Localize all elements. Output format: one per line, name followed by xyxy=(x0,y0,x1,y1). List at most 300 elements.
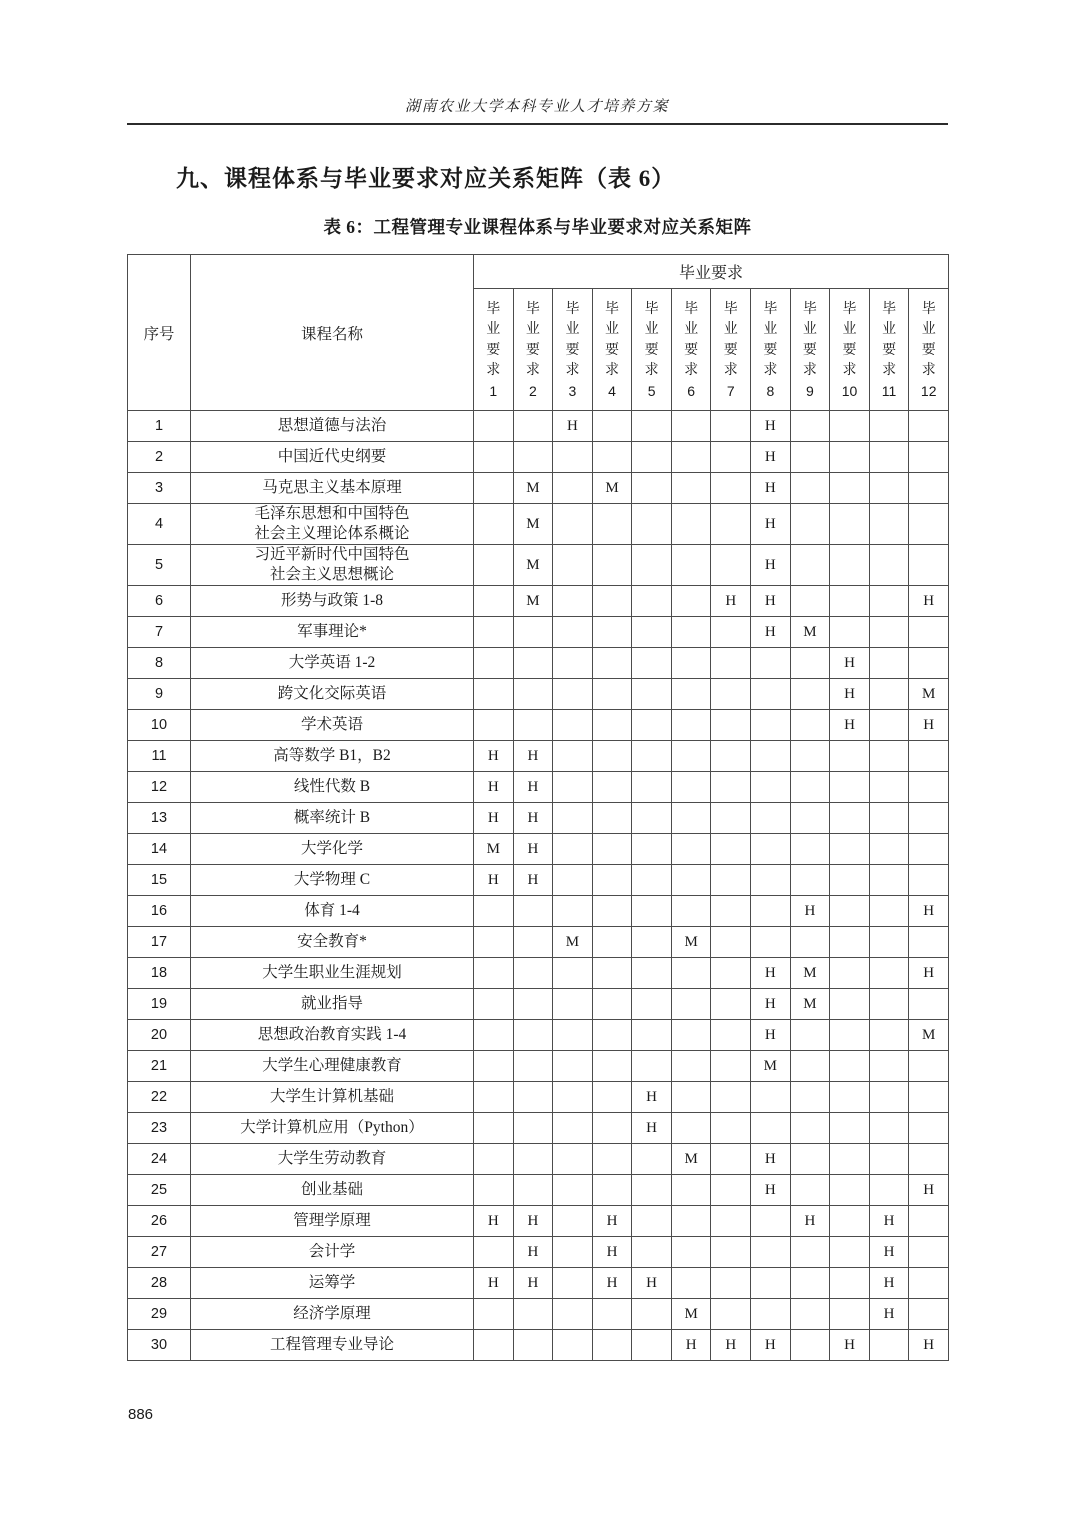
requirement-mark-cell: H xyxy=(513,772,553,803)
requirement-mark-cell: H xyxy=(869,1299,909,1330)
requirement-mark-cell xyxy=(592,1051,632,1082)
col-header-requirement-4: 毕 业 要 求 4 xyxy=(592,289,632,411)
requirement-mark-cell: H xyxy=(592,1237,632,1268)
requirement-mark-cell: M xyxy=(513,545,553,586)
requirement-mark-cell xyxy=(751,1113,791,1144)
course-name-cell: 大学英语 1-2 xyxy=(191,648,474,679)
requirement-mark-cell: H xyxy=(751,586,791,617)
row-number-cell: 28 xyxy=(128,1268,191,1299)
requirement-mark-cell xyxy=(790,545,830,586)
requirement-mark-cell xyxy=(869,865,909,896)
table-row xyxy=(128,442,949,473)
course-name-cell: 大学生职业生涯规划 xyxy=(191,958,474,989)
table-row xyxy=(128,741,949,772)
requirement-mark-cell: H xyxy=(751,617,791,648)
requirement-mark-cell xyxy=(711,442,751,473)
requirement-mark-cell xyxy=(632,1330,672,1361)
requirement-mark-cell xyxy=(592,927,632,958)
requirement-mark-cell xyxy=(592,710,632,741)
requirement-mark-cell xyxy=(632,834,672,865)
requirement-mark-cell: H xyxy=(513,834,553,865)
requirement-mark-cell xyxy=(592,989,632,1020)
requirement-mark-cell xyxy=(632,1020,672,1051)
requirement-mark-cell: M xyxy=(513,504,553,545)
requirement-mark-cell xyxy=(513,1020,553,1051)
requirement-mark-cell xyxy=(711,803,751,834)
requirement-mark-cell: H xyxy=(474,772,514,803)
row-number-cell: 15 xyxy=(128,865,191,896)
requirement-mark-cell: H xyxy=(909,710,949,741)
requirement-mark-cell xyxy=(790,865,830,896)
matrix-table xyxy=(127,254,949,1361)
requirement-mark-cell xyxy=(553,741,593,772)
requirement-mark-cell xyxy=(592,411,632,442)
requirement-mark-cell xyxy=(592,648,632,679)
requirement-mark-cell xyxy=(869,710,909,741)
requirement-mark-cell xyxy=(751,927,791,958)
requirement-mark-cell xyxy=(632,1299,672,1330)
requirement-mark-cell xyxy=(671,1051,711,1082)
course-name-cell: 中国近代史纲要 xyxy=(191,442,474,473)
requirement-mark-cell: H xyxy=(474,741,514,772)
requirement-mark-cell xyxy=(869,896,909,927)
requirement-mark-cell xyxy=(513,648,553,679)
requirement-mark-cell xyxy=(790,803,830,834)
requirement-mark-cell xyxy=(671,648,711,679)
requirement-mark-cell xyxy=(711,927,751,958)
requirement-mark-cell xyxy=(513,710,553,741)
table-row xyxy=(128,504,949,545)
requirement-mark-cell xyxy=(751,803,791,834)
table-row xyxy=(128,710,949,741)
requirement-mark-cell xyxy=(790,1020,830,1051)
requirement-mark-cell: H xyxy=(711,1330,751,1361)
table-row xyxy=(128,865,949,896)
requirement-mark-cell xyxy=(790,504,830,545)
requirement-mark-cell xyxy=(632,865,672,896)
requirement-mark-cell xyxy=(711,411,751,442)
requirement-mark-cell xyxy=(632,617,672,648)
row-number-cell: 23 xyxy=(128,1113,191,1144)
requirement-mark-cell xyxy=(711,710,751,741)
requirement-mark-cell xyxy=(830,958,870,989)
requirement-mark-cell xyxy=(553,834,593,865)
requirement-mark-cell xyxy=(671,1113,711,1144)
requirement-mark-cell xyxy=(632,741,672,772)
requirement-mark-cell xyxy=(474,896,514,927)
course-name-cell: 跨文化交际英语 xyxy=(191,679,474,710)
requirement-mark-cell xyxy=(632,442,672,473)
requirement-mark-cell xyxy=(513,1082,553,1113)
table-row xyxy=(128,1299,949,1330)
requirement-mark-cell xyxy=(592,679,632,710)
requirement-mark-cell xyxy=(592,865,632,896)
col-header-requirement-2: 毕 业 要 求 2 xyxy=(513,289,553,411)
requirement-mark-cell xyxy=(671,710,711,741)
requirement-mark-cell xyxy=(869,442,909,473)
requirement-mark-cell: H xyxy=(869,1237,909,1268)
row-number-cell: 11 xyxy=(128,741,191,772)
requirement-mark-cell: H xyxy=(909,896,949,927)
requirement-mark-cell xyxy=(474,927,514,958)
requirement-mark-cell xyxy=(869,1175,909,1206)
requirement-mark-cell: H xyxy=(592,1268,632,1299)
requirement-mark-cell xyxy=(751,834,791,865)
requirement-mark-cell xyxy=(474,1237,514,1268)
requirement-mark-cell xyxy=(513,927,553,958)
table-row xyxy=(128,803,949,834)
col-header-requirement-7: 毕 业 要 求 7 xyxy=(711,289,751,411)
requirement-mark-cell: H xyxy=(513,803,553,834)
requirement-mark-cell: M xyxy=(592,473,632,504)
requirement-mark-cell: H xyxy=(869,1206,909,1237)
requirement-mark-cell xyxy=(830,896,870,927)
col-header-graduation-requirements: 毕业要求 xyxy=(474,255,949,289)
requirement-mark-cell xyxy=(474,1113,514,1144)
requirement-mark-cell xyxy=(790,927,830,958)
requirement-mark-cell xyxy=(671,989,711,1020)
requirement-mark-cell xyxy=(869,803,909,834)
requirement-mark-cell xyxy=(909,1268,949,1299)
course-name-cell: 概率统计 B xyxy=(191,803,474,834)
requirement-mark-cell xyxy=(830,865,870,896)
row-number-cell: 14 xyxy=(128,834,191,865)
requirement-mark-cell: M xyxy=(513,473,553,504)
row-number-cell: 16 xyxy=(128,896,191,927)
requirement-mark-cell: H xyxy=(513,1206,553,1237)
requirement-mark-cell xyxy=(513,411,553,442)
row-number-cell: 20 xyxy=(128,1020,191,1051)
requirement-mark-cell xyxy=(513,989,553,1020)
requirement-mark-cell xyxy=(553,710,593,741)
requirement-mark-cell: H xyxy=(751,473,791,504)
requirement-mark-cell xyxy=(869,586,909,617)
requirement-mark-cell xyxy=(474,586,514,617)
requirement-mark-cell xyxy=(553,1113,593,1144)
requirement-mark-cell xyxy=(553,989,593,1020)
requirement-mark-cell xyxy=(869,617,909,648)
requirement-mark-cell xyxy=(632,710,672,741)
requirement-mark-cell: H xyxy=(513,1268,553,1299)
requirement-mark-cell xyxy=(830,504,870,545)
requirement-mark-cell xyxy=(751,1268,791,1299)
requirement-mark-cell xyxy=(711,1237,751,1268)
requirement-mark-cell xyxy=(592,504,632,545)
requirement-mark-cell xyxy=(592,442,632,473)
course-name-cell: 会计学 xyxy=(191,1237,474,1268)
requirement-mark-cell: H xyxy=(751,442,791,473)
course-name-cell: 学术英语 xyxy=(191,710,474,741)
requirement-mark-cell xyxy=(869,1082,909,1113)
requirement-mark-cell xyxy=(592,741,632,772)
requirement-mark-cell xyxy=(711,1206,751,1237)
requirement-mark-cell xyxy=(632,411,672,442)
requirement-mark-cell xyxy=(553,865,593,896)
row-number-cell: 13 xyxy=(128,803,191,834)
header-rule xyxy=(127,123,948,125)
requirement-mark-cell xyxy=(553,586,593,617)
requirement-mark-cell xyxy=(592,1082,632,1113)
requirement-mark-cell xyxy=(513,617,553,648)
requirement-mark-cell xyxy=(632,473,672,504)
requirement-mark-cell xyxy=(790,710,830,741)
requirement-mark-cell xyxy=(513,896,553,927)
row-number-cell: 27 xyxy=(128,1237,191,1268)
requirement-mark-cell xyxy=(474,648,514,679)
table-row xyxy=(128,1268,949,1299)
requirement-mark-cell: H xyxy=(751,1330,791,1361)
requirement-mark-cell xyxy=(830,545,870,586)
requirement-mark-cell xyxy=(830,1020,870,1051)
requirement-mark-cell xyxy=(711,865,751,896)
requirement-mark-cell xyxy=(553,1330,593,1361)
requirement-mark-cell: M xyxy=(790,989,830,1020)
requirement-mark-cell xyxy=(909,504,949,545)
row-number-cell: 8 xyxy=(128,648,191,679)
course-name-cell: 大学计算机应用（Python） xyxy=(191,1113,474,1144)
table-row xyxy=(128,1082,949,1113)
requirement-mark-cell xyxy=(869,927,909,958)
requirement-mark-cell xyxy=(474,1082,514,1113)
requirement-mark-cell xyxy=(553,1175,593,1206)
course-name-cell: 思想政治教育实践 1-4 xyxy=(191,1020,474,1051)
requirement-mark-cell: M xyxy=(909,1020,949,1051)
row-number-cell: 10 xyxy=(128,710,191,741)
requirement-mark-cell xyxy=(830,741,870,772)
requirement-mark-cell xyxy=(790,1113,830,1144)
document-header: 湖南农业大学本科专业人才培养方案 xyxy=(404,99,669,115)
section-title: 九、课程体系与毕业要求对应关系矩阵（表 6） xyxy=(176,166,676,191)
requirement-mark-cell xyxy=(830,989,870,1020)
requirement-mark-cell xyxy=(711,896,751,927)
course-name-cell: 线性代数 B xyxy=(191,772,474,803)
requirement-mark-cell xyxy=(474,411,514,442)
requirement-mark-cell xyxy=(711,1144,751,1175)
table-row xyxy=(128,545,949,586)
requirement-mark-cell xyxy=(711,1082,751,1113)
col-header-requirement-6: 毕 业 要 求 6 xyxy=(671,289,711,411)
requirement-mark-cell xyxy=(909,1082,949,1113)
requirement-mark-cell xyxy=(909,1299,949,1330)
requirement-mark-cell: M xyxy=(553,927,593,958)
table-row xyxy=(128,1020,949,1051)
requirement-mark-cell xyxy=(474,958,514,989)
table-row xyxy=(128,617,949,648)
row-number-cell: 17 xyxy=(128,927,191,958)
requirement-mark-cell xyxy=(592,1144,632,1175)
requirement-mark-cell xyxy=(909,1237,949,1268)
course-name-cell: 大学生计算机基础 xyxy=(191,1082,474,1113)
requirement-mark-cell xyxy=(751,1237,791,1268)
requirement-mark-cell xyxy=(592,896,632,927)
requirement-mark-cell xyxy=(869,411,909,442)
course-name-cell: 大学化学 xyxy=(191,834,474,865)
col-header-requirement-12: 毕 业 要 求 12 xyxy=(909,289,949,411)
requirement-mark-cell: H xyxy=(751,545,791,586)
requirement-mark-cell xyxy=(830,473,870,504)
requirement-mark-cell xyxy=(671,958,711,989)
requirement-mark-cell: H xyxy=(513,741,553,772)
requirement-mark-cell: H xyxy=(474,1206,514,1237)
requirement-mark-cell xyxy=(751,1299,791,1330)
requirement-mark-cell xyxy=(553,648,593,679)
row-number-cell: 21 xyxy=(128,1051,191,1082)
requirement-mark-cell: H xyxy=(830,1330,870,1361)
table-row xyxy=(128,1144,949,1175)
requirement-mark-cell xyxy=(513,1051,553,1082)
requirement-mark-cell xyxy=(711,958,751,989)
row-number-cell: 26 xyxy=(128,1206,191,1237)
requirement-mark-cell xyxy=(711,989,751,1020)
requirement-mark-cell xyxy=(830,772,870,803)
requirement-mark-cell xyxy=(513,679,553,710)
col-header-requirement-1: 毕 业 要 求 1 xyxy=(474,289,514,411)
requirement-mark-cell xyxy=(592,772,632,803)
requirement-mark-cell xyxy=(592,617,632,648)
requirement-mark-cell: M xyxy=(671,1144,711,1175)
requirement-mark-cell xyxy=(592,586,632,617)
requirement-mark-cell xyxy=(869,648,909,679)
requirement-mark-cell: H xyxy=(830,648,870,679)
requirement-mark-cell xyxy=(711,1175,751,1206)
row-number-cell: 9 xyxy=(128,679,191,710)
requirement-mark-cell xyxy=(513,1330,553,1361)
requirement-mark-cell xyxy=(632,989,672,1020)
row-number-cell: 2 xyxy=(128,442,191,473)
requirement-mark-cell xyxy=(632,586,672,617)
requirement-mark-cell xyxy=(632,958,672,989)
table-row xyxy=(128,834,949,865)
requirement-mark-cell xyxy=(830,442,870,473)
requirement-mark-cell xyxy=(751,741,791,772)
requirement-mark-cell xyxy=(790,1082,830,1113)
requirement-mark-cell xyxy=(592,1113,632,1144)
course-name-cell: 习近平新时代中国特色 社会主义思想概论 xyxy=(191,545,474,586)
requirement-mark-cell: H xyxy=(751,989,791,1020)
requirement-mark-cell xyxy=(790,1144,830,1175)
requirement-mark-cell xyxy=(671,586,711,617)
requirement-mark-cell xyxy=(711,617,751,648)
col-header-requirement-9: 毕 业 要 求 9 xyxy=(790,289,830,411)
requirement-mark-cell: H xyxy=(751,1020,791,1051)
requirement-mark-cell xyxy=(671,772,711,803)
requirement-mark-cell xyxy=(513,442,553,473)
requirement-mark-cell xyxy=(909,1144,949,1175)
requirement-mark-cell xyxy=(632,1144,672,1175)
table-row xyxy=(128,927,949,958)
requirement-mark-cell xyxy=(909,411,949,442)
requirement-mark-cell xyxy=(790,1268,830,1299)
requirement-mark-cell: H xyxy=(751,958,791,989)
requirement-mark-cell xyxy=(869,834,909,865)
requirement-mark-cell xyxy=(790,741,830,772)
requirement-mark-cell xyxy=(474,1020,514,1051)
requirement-mark-cell xyxy=(711,741,751,772)
requirement-mark-cell xyxy=(909,1113,949,1144)
requirement-mark-cell xyxy=(671,1020,711,1051)
requirement-mark-cell xyxy=(671,865,711,896)
row-number-cell: 5 xyxy=(128,545,191,586)
requirement-mark-cell xyxy=(909,617,949,648)
requirement-mark-cell xyxy=(553,1268,593,1299)
course-name-cell: 大学生心理健康教育 xyxy=(191,1051,474,1082)
requirement-mark-cell xyxy=(790,1237,830,1268)
requirement-mark-cell xyxy=(830,927,870,958)
requirement-mark-cell xyxy=(869,958,909,989)
requirement-mark-cell: H xyxy=(632,1113,672,1144)
requirement-mark-cell xyxy=(632,504,672,545)
requirement-mark-cell xyxy=(632,896,672,927)
table-row xyxy=(128,679,949,710)
course-name-cell: 思想道德与法治 xyxy=(191,411,474,442)
requirement-mark-cell xyxy=(553,772,593,803)
requirement-mark-cell: H xyxy=(632,1268,672,1299)
row-number-cell: 7 xyxy=(128,617,191,648)
requirement-mark-cell xyxy=(711,504,751,545)
table-row xyxy=(128,1206,949,1237)
table-row xyxy=(128,411,949,442)
col-header-requirement-3: 毕 业 要 求 3 xyxy=(553,289,593,411)
requirement-mark-cell xyxy=(671,1237,711,1268)
course-name-cell: 管理学原理 xyxy=(191,1206,474,1237)
requirement-mark-cell xyxy=(592,1299,632,1330)
requirement-mark-cell xyxy=(751,865,791,896)
requirement-mark-cell xyxy=(869,473,909,504)
requirement-mark-cell xyxy=(790,1299,830,1330)
requirement-mark-cell xyxy=(790,648,830,679)
row-number-cell: 24 xyxy=(128,1144,191,1175)
requirement-mark-cell: H xyxy=(553,411,593,442)
requirement-mark-cell xyxy=(869,1144,909,1175)
table-row xyxy=(128,989,949,1020)
requirement-mark-cell xyxy=(671,1268,711,1299)
requirement-mark-cell xyxy=(474,545,514,586)
requirement-mark-cell xyxy=(711,772,751,803)
requirement-mark-cell xyxy=(553,958,593,989)
requirement-mark-cell xyxy=(830,411,870,442)
col-header-requirement-5: 毕 业 要 求 5 xyxy=(632,289,672,411)
requirement-mark-cell xyxy=(474,1144,514,1175)
col-header-requirement-8: 毕 业 要 求 8 xyxy=(751,289,791,411)
requirement-mark-cell: M xyxy=(909,679,949,710)
requirement-mark-cell xyxy=(909,1051,949,1082)
requirement-mark-cell xyxy=(909,834,949,865)
table-body xyxy=(128,411,949,1361)
requirement-mark-cell xyxy=(553,545,593,586)
requirement-mark-cell xyxy=(830,1237,870,1268)
requirement-mark-cell xyxy=(909,803,949,834)
requirement-mark-cell xyxy=(671,1206,711,1237)
requirement-mark-cell xyxy=(790,1330,830,1361)
requirement-mark-cell xyxy=(632,803,672,834)
requirement-mark-cell xyxy=(553,1051,593,1082)
requirement-mark-cell: H xyxy=(474,865,514,896)
requirement-mark-cell xyxy=(474,504,514,545)
col-header-course: 课程名称 xyxy=(191,255,474,411)
requirement-mark-cell xyxy=(671,803,711,834)
requirement-mark-cell xyxy=(632,927,672,958)
requirement-mark-cell xyxy=(553,504,593,545)
row-number-cell: 22 xyxy=(128,1082,191,1113)
requirement-mark-cell: H xyxy=(909,1330,949,1361)
requirement-mark-cell: M xyxy=(790,617,830,648)
requirement-mark-cell xyxy=(671,741,711,772)
row-number-cell: 6 xyxy=(128,586,191,617)
requirement-mark-cell xyxy=(711,1113,751,1144)
requirement-mark-cell xyxy=(592,1330,632,1361)
requirement-mark-cell xyxy=(869,545,909,586)
table-row xyxy=(128,1175,949,1206)
